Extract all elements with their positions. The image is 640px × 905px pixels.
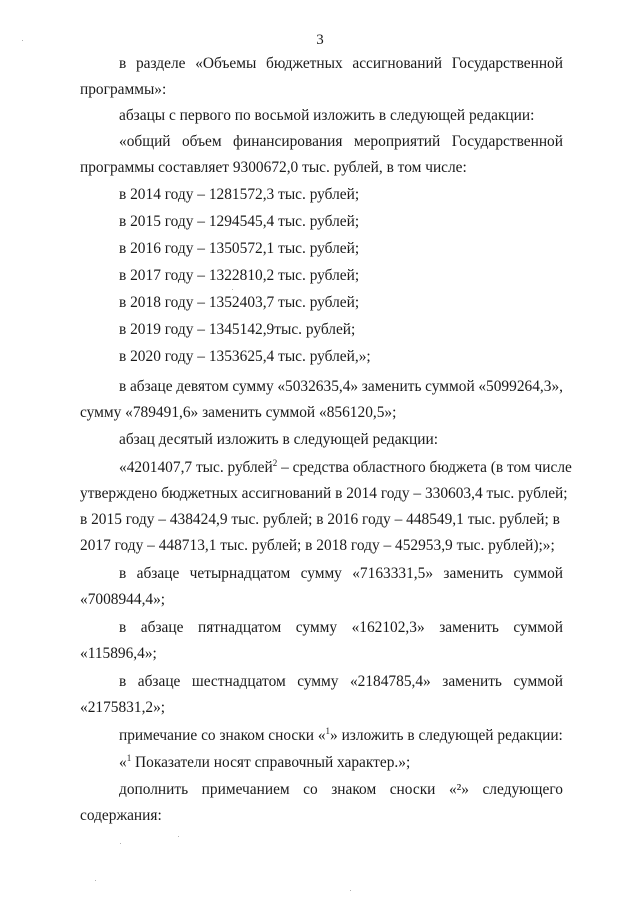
paragraph-line: «115896,4»; — [80, 645, 157, 662]
word: заменить — [361, 378, 422, 395]
word: «5099264,3», — [478, 378, 563, 395]
word: сумму — [300, 565, 342, 582]
word: «5032635,4» — [277, 378, 359, 395]
word: «общий — [119, 133, 171, 150]
word: в — [119, 673, 127, 690]
budget-year-line: в 2016 году – 1350572,1 тыс. рублей; — [119, 240, 360, 257]
word: в — [119, 565, 127, 582]
word: абзаце — [136, 565, 180, 582]
word: сумму — [232, 378, 274, 395]
footnote-mark: 1 — [325, 726, 331, 736]
budget-year-line: в 2017 году – 1322810,2 тыс. рублей; — [119, 267, 360, 284]
word: дополнить — [119, 781, 189, 798]
page-number: 3 — [316, 32, 324, 48]
paragraph-line: содержания: — [80, 807, 162, 824]
word: девятом — [176, 378, 229, 395]
line-text: примечание со знаком сноски « — [119, 727, 326, 744]
word: суммой — [513, 565, 563, 582]
paragraph-line — [119, 673, 563, 691]
word: в — [119, 55, 127, 72]
word: Государственной — [451, 133, 563, 150]
paragraph-line — [119, 781, 563, 799]
word: ассигнований — [352, 55, 442, 72]
paragraph-line — [119, 619, 563, 637]
line-text: – средства областного бюджета (в том числе — [277, 459, 572, 476]
word: «²» — [448, 781, 469, 798]
word: мероприятий — [353, 133, 441, 150]
line-text: «4201407,7 тыс. рублей — [119, 459, 273, 476]
word: финансирования — [233, 133, 343, 150]
word: в — [119, 378, 127, 395]
paragraph-line: утверждено бюджетных ассигнований в 2014 году – 330603,4 тыс. рублей; — [80, 485, 568, 502]
footnote-mark: 2 — [272, 458, 278, 468]
paragraph-line: абзацы с первого по восьмой изложить в следующей редакции: — [119, 107, 535, 124]
word: бюджетных — [266, 55, 343, 72]
paragraph-line: «2175831,2»; — [80, 699, 166, 716]
paragraph-line: 2017 году – 448713,1 тыс. рублей; в 2018 году – 452953,9 тыс. рублей);»; — [80, 537, 555, 554]
word: абзаце — [129, 378, 173, 395]
word: сумму — [295, 619, 338, 636]
word: знаком — [331, 781, 377, 798]
paragraph-line: «7008944,4»; — [80, 591, 166, 608]
word: Государственной — [451, 55, 563, 72]
line-text: « — [119, 754, 127, 771]
footnote-mark: 1 — [126, 753, 132, 763]
paragraph-line: программы составляет 9300672,0 тыс. рублей, в том числе: — [80, 159, 467, 176]
word: примечанием — [201, 781, 290, 798]
paragraph-line — [119, 459, 572, 477]
budget-year-line: в 2018 году – 1352403,7 тыс. рублей; — [119, 294, 360, 311]
paragraph-line — [119, 754, 410, 772]
paragraph-line — [119, 565, 563, 583]
word: сноски — [389, 781, 436, 798]
word: четырнадцатом — [189, 565, 291, 582]
word: шестнадцатом — [191, 673, 286, 690]
paragraph-line: абзац десятый изложить в следующей редакции: — [119, 431, 439, 448]
paragraph-line — [119, 133, 563, 151]
word: в — [119, 619, 127, 636]
word: заменить — [443, 565, 504, 582]
word: абзаце — [140, 619, 184, 636]
paragraph-line: в 2015 году – 438424,9 тыс. рублей; в 2016 году – 448549,1 тыс. рублей; в — [80, 511, 560, 528]
line-text: Показатели носят справочный характер.»; — [131, 754, 411, 771]
word: суммой — [425, 378, 475, 395]
paragraph-line: сумму «789491,6» заменить суммой «856120,5»; — [80, 404, 397, 421]
word: «7163331,5» — [352, 565, 434, 582]
paragraph-line: программы»: — [80, 81, 167, 98]
word: заменить — [439, 619, 499, 636]
word: «162102,3» — [351, 619, 425, 636]
paragraph-line — [119, 727, 563, 745]
word: со — [303, 781, 318, 798]
word: объем — [181, 133, 222, 150]
paragraph-line — [119, 378, 563, 396]
word: абзаце — [137, 673, 181, 690]
word: суммой — [513, 673, 563, 690]
budget-year-line: в 2015 году – 1294545,4 тыс. рублей; — [119, 213, 360, 230]
paragraph-line — [119, 55, 563, 73]
word: разделе — [135, 55, 186, 72]
word: пятнадцатом — [197, 619, 282, 636]
word: «2184785,4» — [349, 673, 431, 690]
line-text: » изложить в следующей редакции: — [330, 727, 563, 744]
word: следующего — [482, 781, 563, 798]
word: сумму — [297, 673, 339, 690]
word: «Объемы — [195, 55, 257, 72]
budget-year-line: в 2014 году – 1281572,3 тыс. рублей; — [119, 186, 360, 203]
budget-year-line: в 2019 году – 1345142,9тыс. рублей; — [119, 321, 356, 338]
budget-year-line: в 2020 году – 1353625,4 тыс. рублей,»; — [119, 348, 371, 365]
word: суммой — [513, 619, 563, 636]
word: заменить — [442, 673, 502, 690]
